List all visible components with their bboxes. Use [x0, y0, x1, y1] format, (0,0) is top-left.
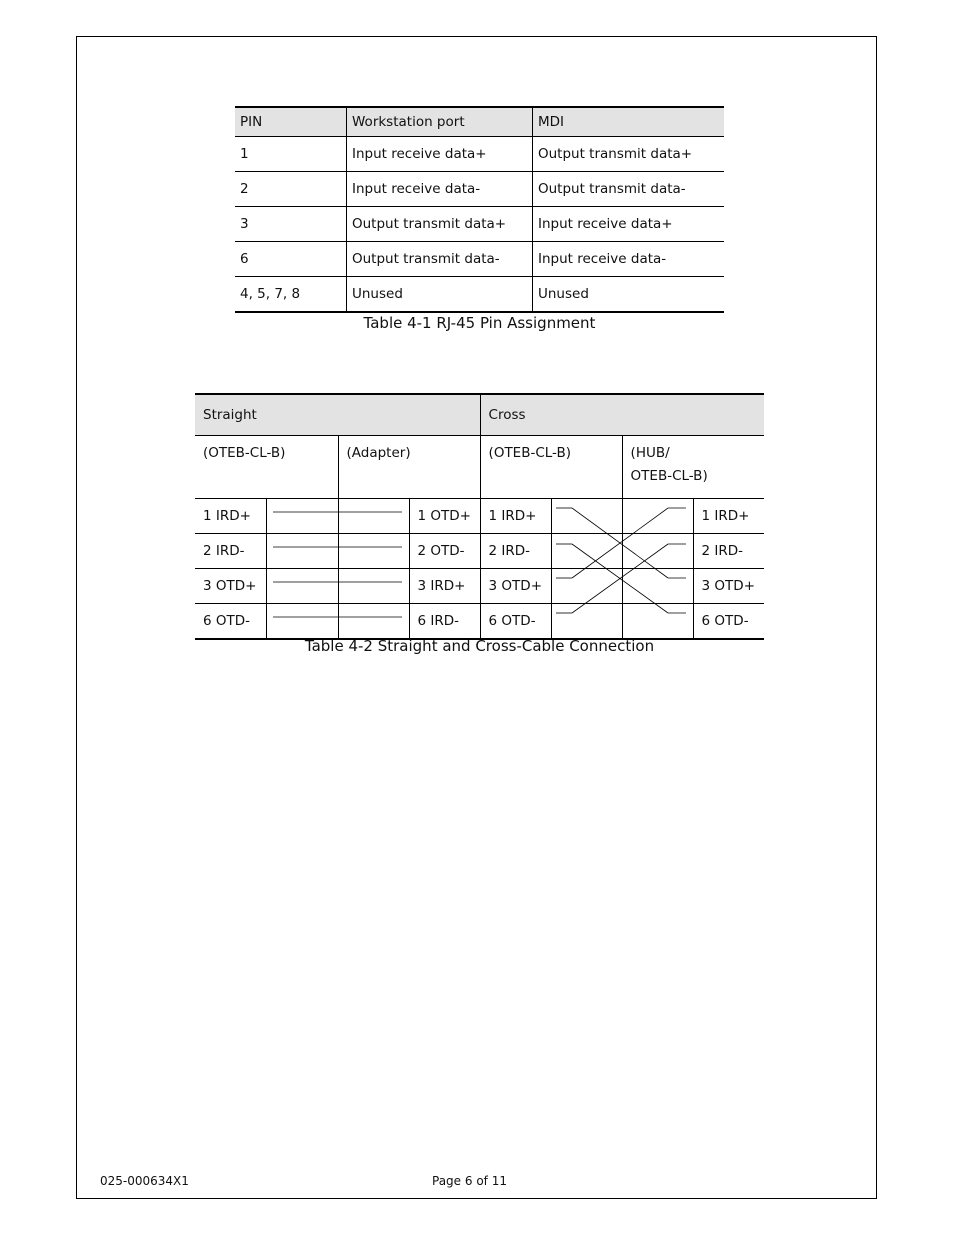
table-cell: 3 OTD+	[693, 569, 764, 604]
wire-cell	[622, 569, 693, 604]
table-cell: 1 IRD+	[480, 499, 551, 534]
wire-cell	[266, 534, 338, 569]
wire-cell	[338, 499, 409, 534]
table-cell: 1 IRD+	[195, 499, 266, 534]
table-cell: 2 IRD-	[480, 534, 551, 569]
table-cell: 3 IRD+	[409, 569, 480, 604]
table-row	[195, 604, 764, 640]
document-number: 025-000634X1	[100, 1174, 189, 1188]
table-cell: 1 IRD+	[693, 499, 764, 534]
table-cell: 6 IRD-	[409, 604, 480, 640]
table-cell: Input receive data+	[347, 137, 533, 172]
wire-cell	[551, 604, 622, 640]
table-cell: 3 OTD+	[195, 569, 266, 604]
table-cell: 2 OTD-	[409, 534, 480, 569]
column-header: MDI	[533, 107, 725, 137]
table-row	[195, 534, 764, 569]
wire-cell	[266, 499, 338, 534]
table-cell: Input receive data-	[533, 242, 725, 277]
wire-cell	[551, 569, 622, 604]
table-cell: 6	[235, 242, 347, 277]
page-number: Page 6 of 11	[432, 1174, 507, 1188]
table-cell: (OTEB-CL-B)	[195, 436, 338, 499]
table-row	[235, 277, 724, 313]
wire-cell	[551, 499, 622, 534]
table-cell: Output transmit data+	[533, 137, 725, 172]
table-row	[195, 499, 764, 534]
table-header-row	[195, 394, 764, 436]
table-cell: 6 OTD-	[195, 604, 266, 640]
wire-cell	[266, 604, 338, 640]
table-cell: Unused	[347, 277, 533, 313]
table-cell: (Adapter)	[338, 436, 480, 499]
table-cell: Input receive data-	[347, 172, 533, 207]
table-cell: 6 OTD-	[480, 604, 551, 640]
cross-header: Cross	[480, 394, 764, 436]
table-cell: 3 OTD+	[480, 569, 551, 604]
wire-cell	[622, 534, 693, 569]
wire-cell	[622, 604, 693, 640]
wire-cell	[338, 569, 409, 604]
table-cell: 6 OTD-	[693, 604, 764, 640]
table-cell: Output transmit data-	[347, 242, 533, 277]
table-cell: 4, 5, 7, 8	[235, 277, 347, 313]
hub-label-line-2: OTEB-CL-B)	[630, 468, 708, 484]
cable-connection-table	[195, 393, 764, 640]
table-cell: 1 OTD+	[409, 499, 480, 534]
rj45-pin-table	[235, 106, 724, 313]
table-header-row	[235, 107, 724, 137]
wire-cell	[338, 534, 409, 569]
table-cell: Output transmit data-	[533, 172, 725, 207]
table-row	[235, 172, 724, 207]
table-cell: Output transmit data+	[347, 207, 533, 242]
table-cell: 1	[235, 137, 347, 172]
column-header: Workstation port	[347, 107, 533, 137]
table-caption: Table 4-1 RJ-45 Pin Assignment	[363, 314, 596, 332]
hub-label-line-1: (HUB/	[630, 445, 670, 461]
straight-header: Straight	[195, 394, 480, 436]
column-header: PIN	[235, 107, 347, 137]
table-cell: 2	[235, 172, 347, 207]
table-row	[195, 569, 764, 604]
wire-cell	[551, 534, 622, 569]
table-cell: Input receive data+	[533, 207, 725, 242]
table-row	[235, 242, 724, 277]
table-cell	[622, 436, 764, 499]
wire-cell	[266, 569, 338, 604]
table-row	[235, 137, 724, 172]
table-subheader-row	[195, 436, 764, 499]
table-row	[235, 207, 724, 242]
table-cell: 3	[235, 207, 347, 242]
table-cell: Unused	[533, 277, 725, 313]
table-caption: Table 4-2 Straight and Cross-Cable Connection	[304, 637, 655, 655]
table-cell: (OTEB-CL-B)	[480, 436, 622, 499]
wire-cell	[622, 499, 693, 534]
table-cell: 2 IRD-	[693, 534, 764, 569]
table-cell: 2 IRD-	[195, 534, 266, 569]
wire-cell	[338, 604, 409, 640]
